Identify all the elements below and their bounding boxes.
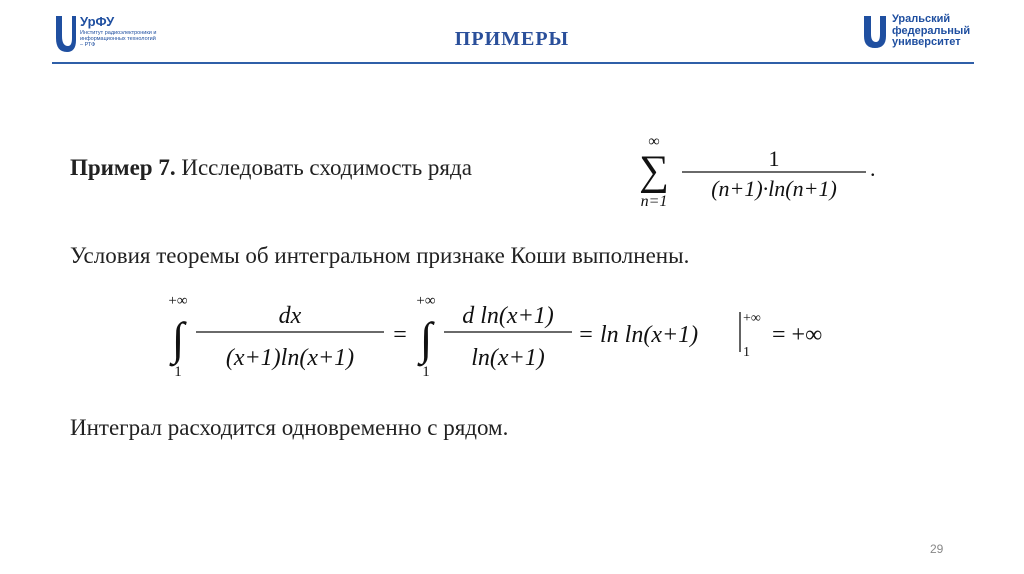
header-divider — [52, 62, 974, 64]
university-logo-icon — [862, 14, 888, 50]
slide-title: ПРИМЕРЫ — [454, 28, 570, 50]
integral1-denominator: (x+1)ln(x+1) — [225, 345, 355, 371]
university-name-line3: университет — [892, 36, 961, 48]
antiderivative: ln ln(x+1) — [600, 322, 699, 348]
institute-name: Институт радиоэлектроники и информационных технологий – РТФ — [80, 30, 157, 48]
conditions-text: Условия теоремы об интегральном признаке Коши выполнены. — [70, 243, 690, 268]
urfu-brand-text: УрФУ — [80, 14, 115, 29]
example-label: Пример 7. — [70, 155, 176, 180]
integral2-symbol: ∫ — [419, 313, 433, 364]
university-name-line1: Уральский — [892, 13, 951, 25]
integral1-numerator: dx — [278, 303, 302, 329]
integral1-lower-limit: 1 — [174, 364, 182, 380]
series-denominator: (n+1)·ln(n+1) — [711, 176, 837, 201]
example-text: Исследовать сходимость ряда — [181, 155, 472, 180]
university-name-line2: федеральный — [892, 24, 971, 37]
series-upper-limit: ∞ — [648, 133, 660, 150]
integral-result: = +∞ — [772, 322, 823, 348]
equals-sign-1: = — [393, 322, 407, 348]
conclusion-text: Интеграл расходится одновременно с рядом. — [70, 415, 509, 440]
series-numerator: 1 — [768, 146, 780, 171]
page-number: 29 — [930, 542, 944, 556]
urfu-university-logo — [862, 14, 982, 56]
series-lower-limit: n=1 — [640, 193, 668, 210]
example-statement — [70, 155, 472, 181]
evaluation-lower: 1 — [743, 345, 750, 360]
integral2-lower-limit: 1 — [422, 364, 430, 380]
evaluation-upper: +∞ — [743, 311, 761, 326]
university-name — [892, 14, 970, 49]
series-formula — [636, 132, 886, 212]
series-period: . — [870, 156, 876, 181]
integral2-denominator: ln(x+1) — [471, 345, 545, 371]
equals-sign-2: = — [579, 322, 593, 348]
integral-formula — [160, 290, 850, 385]
integral2-upper-limit: +∞ — [416, 293, 436, 309]
integral1-symbol: ∫ — [171, 313, 185, 364]
integral1-upper-limit: +∞ — [168, 293, 188, 309]
integral2-numerator: d ln(x+1) — [462, 303, 554, 329]
sum-symbol: ∑ — [639, 148, 669, 194]
